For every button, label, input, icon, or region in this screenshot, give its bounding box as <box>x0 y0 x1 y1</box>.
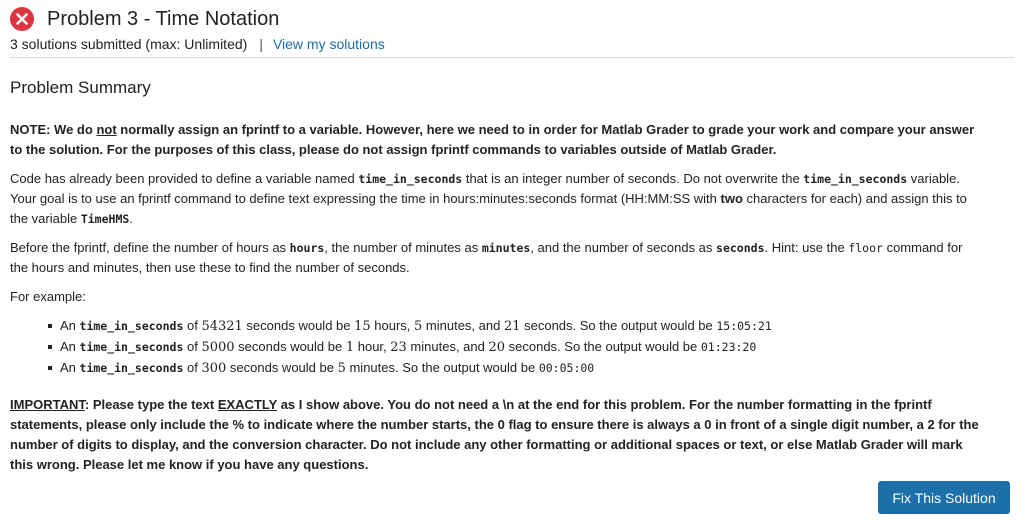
ex-text: minutes, and <box>422 318 504 333</box>
title-row <box>10 6 1014 32</box>
desc-text: Code has already been provided to define a variable named <box>10 171 359 186</box>
hint-text: , the number of minutes as <box>324 240 482 255</box>
ex-text: seconds. So the output would be <box>505 339 701 354</box>
code-var: time_in_seconds <box>79 361 184 375</box>
view-my-solutions-link[interactable]: View my solutions <box>272 36 385 52</box>
ex-text: seconds. So the output would be <box>520 318 717 333</box>
ex-number: 20 <box>488 340 506 355</box>
hint-paragraph <box>10 238 980 278</box>
desc-bold: two <box>720 191 743 206</box>
ex-number: 5000 <box>201 340 235 355</box>
ex-text: of <box>183 318 202 333</box>
ex-text: An <box>60 339 80 354</box>
code-var: TimeHMS <box>80 212 130 226</box>
ex-text: hours, <box>370 318 415 333</box>
ex-number: 15 <box>354 319 371 334</box>
note-underlined: not <box>96 122 117 137</box>
ex-number: 5 <box>337 361 346 376</box>
code-var: time_in_seconds <box>79 319 184 333</box>
code-var: time_in_seconds <box>803 172 908 186</box>
ex-text: hour, <box>354 339 391 354</box>
ex-output: 00:05:00 <box>538 361 595 375</box>
list-item <box>60 358 980 379</box>
ex-output: 01:23:20 <box>700 340 757 354</box>
ex-text: minutes. So the output would be <box>345 360 539 375</box>
hint-text: . Hint: use the <box>764 240 849 255</box>
ex-text: seconds would be <box>242 318 355 333</box>
ex-number: 21 <box>503 319 521 334</box>
problem-summary <box>10 78 980 475</box>
important-label: IMPORTANT <box>10 397 85 412</box>
code-var: seconds <box>716 241 765 255</box>
code-var: hours <box>289 241 325 255</box>
ex-number: 1 <box>345 340 355 355</box>
desc-text: variable. Your goal is to use an fprintf command to define text expressing the time in hours:minutes:seconds format (HH:MM:SS with <box>10 171 960 206</box>
summary-heading: Problem Summary <box>10 78 151 97</box>
examples-list <box>10 316 980 379</box>
hint-text: command for the hours and minutes, then use these to find the number of seconds. <box>10 240 963 275</box>
fix-solution-button[interactable]: Fix This Solution <box>878 481 1010 514</box>
ex-text: seconds would be <box>234 339 346 354</box>
hint-text: Before the fprintf, define the number of hours as <box>10 240 290 255</box>
header-divider <box>10 57 1014 58</box>
ex-number: 23 <box>390 340 407 355</box>
ex-output: 15:05:21 <box>716 319 772 333</box>
description-paragraph <box>10 169 980 229</box>
desc-text: that is an integer number of seconds. Do not overwrite the <box>462 171 804 186</box>
code-var: time_in_seconds <box>358 172 463 186</box>
code-var: time_in_seconds <box>79 340 184 354</box>
desc-text: . <box>129 211 133 226</box>
ex-text: minutes, and <box>406 339 489 354</box>
ex-text: of <box>183 360 202 375</box>
code-function: floor <box>848 241 883 255</box>
ex-number: 5 <box>414 319 423 334</box>
important-underlined: EXACTLY <box>217 397 278 412</box>
list-item <box>60 337 980 358</box>
note-text: NOTE: We do <box>10 122 97 137</box>
ex-text: An <box>60 360 80 375</box>
submission-info <box>10 35 1014 53</box>
page-title: Problem 3 - Time Notation <box>47 7 280 30</box>
code-var: minutes <box>481 241 531 255</box>
note-paragraph <box>10 120 980 160</box>
important-paragraph <box>10 395 980 475</box>
ex-text: An <box>60 318 80 333</box>
list-item <box>60 316 980 337</box>
note-text: normally assign an fprintf to a variable. However, here we need to in order for Matlab Grader to grade your work and compare your answer to the solution. For the purposes of this class, please do not assign fprintf commands to variables outside of Matlab Grader. <box>10 122 975 157</box>
hint-text: , and the number of seconds as <box>530 240 717 255</box>
important-text: as I show above. You do not need a \n at the end for this problem. For the number formatting in the fprintf statements, please only include the % to indicate where the number starts, the 0 flag to ensure there is always a 0 in front of a single digit number, a 2 for the number of digits to display, and the conversion character. Do not include any other formatting or additional spaces or text, or else Matlab Grader will mark this wrong. Please let me know if you have any questions. <box>10 397 979 472</box>
for-example-label: For example: <box>10 289 86 304</box>
submission-count: 3 solutions submitted (max: Unlimited) <box>10 36 248 52</box>
ex-text: seconds would be <box>226 360 338 375</box>
important-text: : Please type the text <box>84 397 218 412</box>
ex-text: of <box>183 339 202 354</box>
desc-text: characters for each) and assign this to the variable <box>10 191 967 226</box>
problem-header <box>10 6 1014 53</box>
meta-separator: | <box>259 36 263 52</box>
ex-number: 300 <box>201 361 227 376</box>
error-x-icon <box>10 7 34 31</box>
ex-number: 54321 <box>201 319 243 334</box>
